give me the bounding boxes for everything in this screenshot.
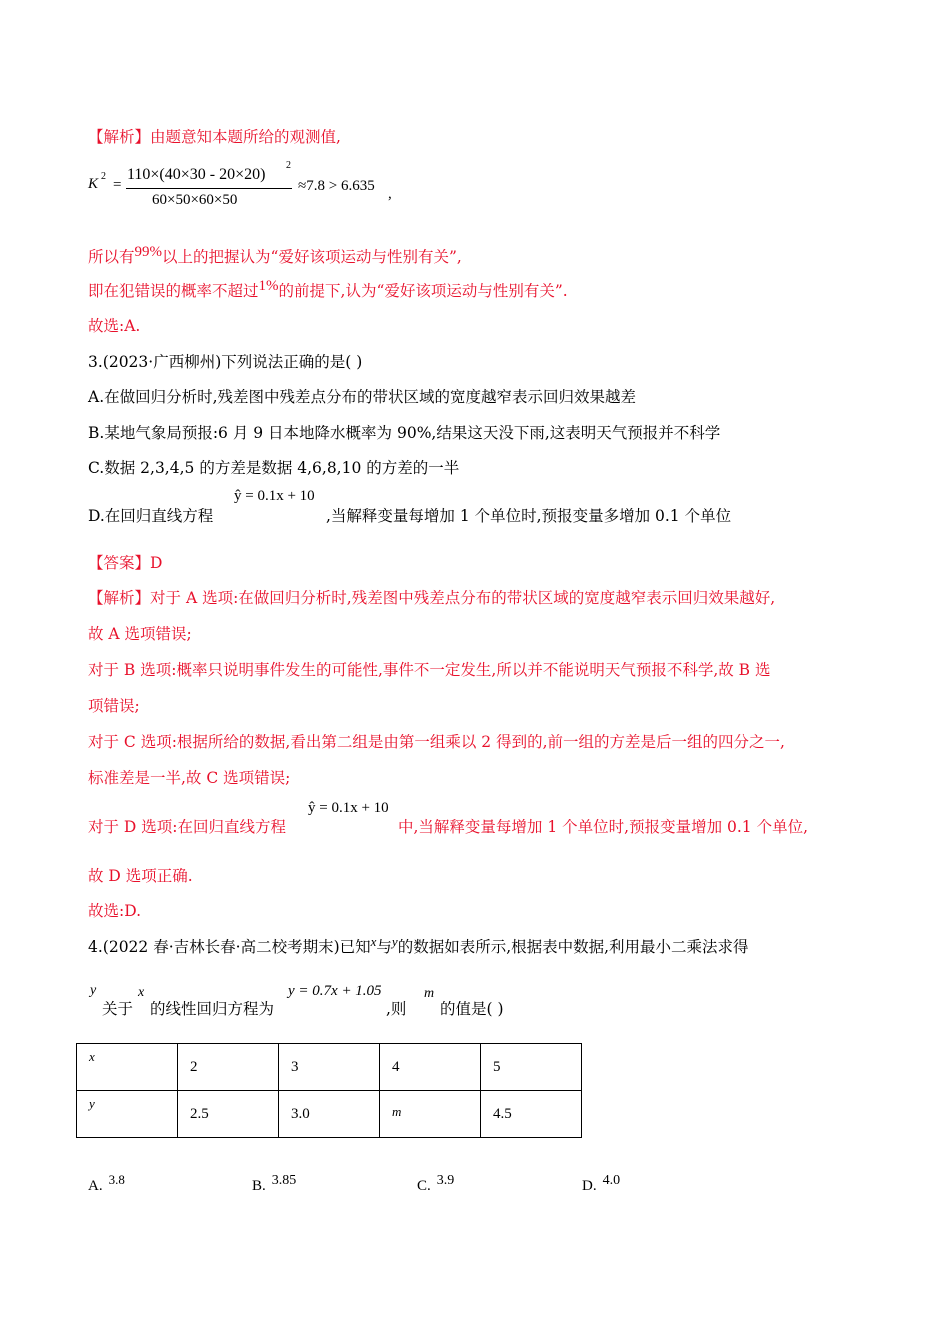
formula-numerator: 110×(40×30 - 20×20) [127,166,266,183]
q4-option-c: C. 3.9 [417,1173,455,1194]
q4-l2-b: 的线性回归方程为 [150,1000,275,1018]
q3-answer [88,552,162,574]
q3-option-d-pre: D.在回归直线方程 [88,507,214,525]
table-cell: 2 [178,1044,279,1091]
table-cell: 3 [279,1044,380,1091]
q4-l2-m: m [424,986,435,1001]
q4-option-a: A. 3.8 [88,1172,125,1194]
q4-l2-c: ,则 [386,1000,407,1018]
q3-choice: 故选:D. [88,902,142,920]
q3-analysis-c1: 对于 C 选项:根据所给的数据,看出第二组是由第一组乘以 2 得到的,前一组的方差是后一组的四分之一, [88,733,785,751]
q4-data-table [76,1043,582,1138]
q4-l2-y: y [90,983,97,998]
analysis-1-choice: 故选:A. [88,317,141,335]
analysis-intro-text: 由题意知本题所给的观测值, [150,128,341,146]
q3-option-b: B.某地气象局预报:6 月 9 日本地降水概率为 90%,结果这天没下雨,这表明天气预报并不科学 [88,424,721,442]
conclusion-1-post: 以上的把握认为“爱好该项运动与性别有关”, [162,248,462,266]
table-row [77,1091,582,1138]
k2-symbol: K [88,176,99,192]
q4-stem [88,936,749,959]
fraction-bar [126,188,292,189]
q4-stem-post: 的数据如表所示,根据表中数据,利用最小二乘法求得 [397,938,749,956]
table-cell: y [77,1091,178,1138]
q3-analysis-c2: 标准差是一半,故 C 选项错误; [88,769,291,787]
table-cell: 4.5 [481,1091,582,1138]
answer-value: D [150,554,163,572]
table-cell: 2.5 [178,1091,279,1138]
q3-analysis-b2: 项错误; [88,697,140,715]
q4-y: y [391,934,398,949]
table-cell: 4 [380,1044,481,1091]
analysis-label: 【解析】 [88,128,151,146]
q3-analysis-d1-pre: 对于 D 选项:在回归直线方程 [88,818,287,836]
q4-l2-a: 关于 [102,1000,134,1018]
conclusion-2-post: 的前提下,认为“爱好该项运动与性别有关”. [278,282,568,300]
table-row [77,1044,582,1091]
q4-l2-formula: y = 0.7x + 1.05 [288,983,382,999]
q3-analysis-a1 [88,587,775,609]
q3-stem: 3.(2023·广西柳州)下列说法正确的是( ) [88,353,363,371]
analysis-a-text: 对于 A 选项:在做回归分析时,残差图中残差点分布的带状区域的宽度越窄表示回归效果越好, [150,589,776,607]
q4-stem-mid: 与 [376,938,392,956]
q3-analysis-b1: 对于 B 选项:概率只说明事件发生的可能性,事件不一定发生,所以并不能说明天气预报不科学,故 B 选 [88,661,771,679]
q3-analysis-d1-post: 中,当解释变量每增加 1 个单位时,预报变量增加 0.1 个单位, [398,818,809,836]
answer-label: 【答案】 [88,554,151,572]
formula-trail: , [388,186,392,202]
table-cell: x [77,1044,178,1091]
conclusion-2 [88,280,568,303]
q3-option-d-post: ,当解释变量每增加 1 个单位时,预报变量多增加 0.1 个单位 [326,507,732,525]
conclusion-2-pre: 即在犯错误的概率不超过 [88,282,259,300]
table-cell: 5 [481,1044,582,1091]
conclusion-1 [88,246,462,269]
q4-l2-d: 的值是( ) [440,1000,504,1018]
q3-analysis-d2: 故 D 选项正确. [88,867,193,885]
q3-analysis-a2: 故 A 选项错误; [88,625,192,643]
formula-numerator-exp: 2 [286,160,291,171]
analysis-label: 【解析】 [88,589,151,607]
q3-option-d [88,505,213,527]
conclusion-1-pre: 所以有 [88,248,135,266]
q3-analysis-d1-formula: ŷ = 0.1x + 10 [308,800,389,816]
q4-option-b: B. 3.85 [252,1173,297,1194]
conclusion-2-pct: 1% [258,278,279,294]
table-cell: 3.0 [279,1091,380,1138]
q4-option-d: D. 4.0 [582,1173,621,1194]
q3-option-d-formula: ŷ = 0.1x + 10 [234,488,315,504]
table-cell: m [380,1091,481,1138]
formula-approx: ≈7.8 > 6.635 [298,178,375,194]
q4-stem-pre: 4.(2022 春·吉林长春·高二校考期末)已知 [88,938,371,956]
formula-denominator: 60×50×60×50 [152,192,238,208]
k2-exponent: 2 [101,171,106,182]
q3-option-c: C.数据 2,3,4,5 的方差是数据 4,6,8,10 的方差的一半 [88,459,460,477]
q4-l2-x: x [138,985,145,1000]
q3-option-a: A.在做回归分析时,残差图中残差点分布的带状区域的宽度越窄表示回归效果越差 [88,388,637,406]
conclusion-1-pct: 99% [134,244,163,260]
q4-x: x [370,934,377,949]
analysis-1-intro [88,126,341,148]
